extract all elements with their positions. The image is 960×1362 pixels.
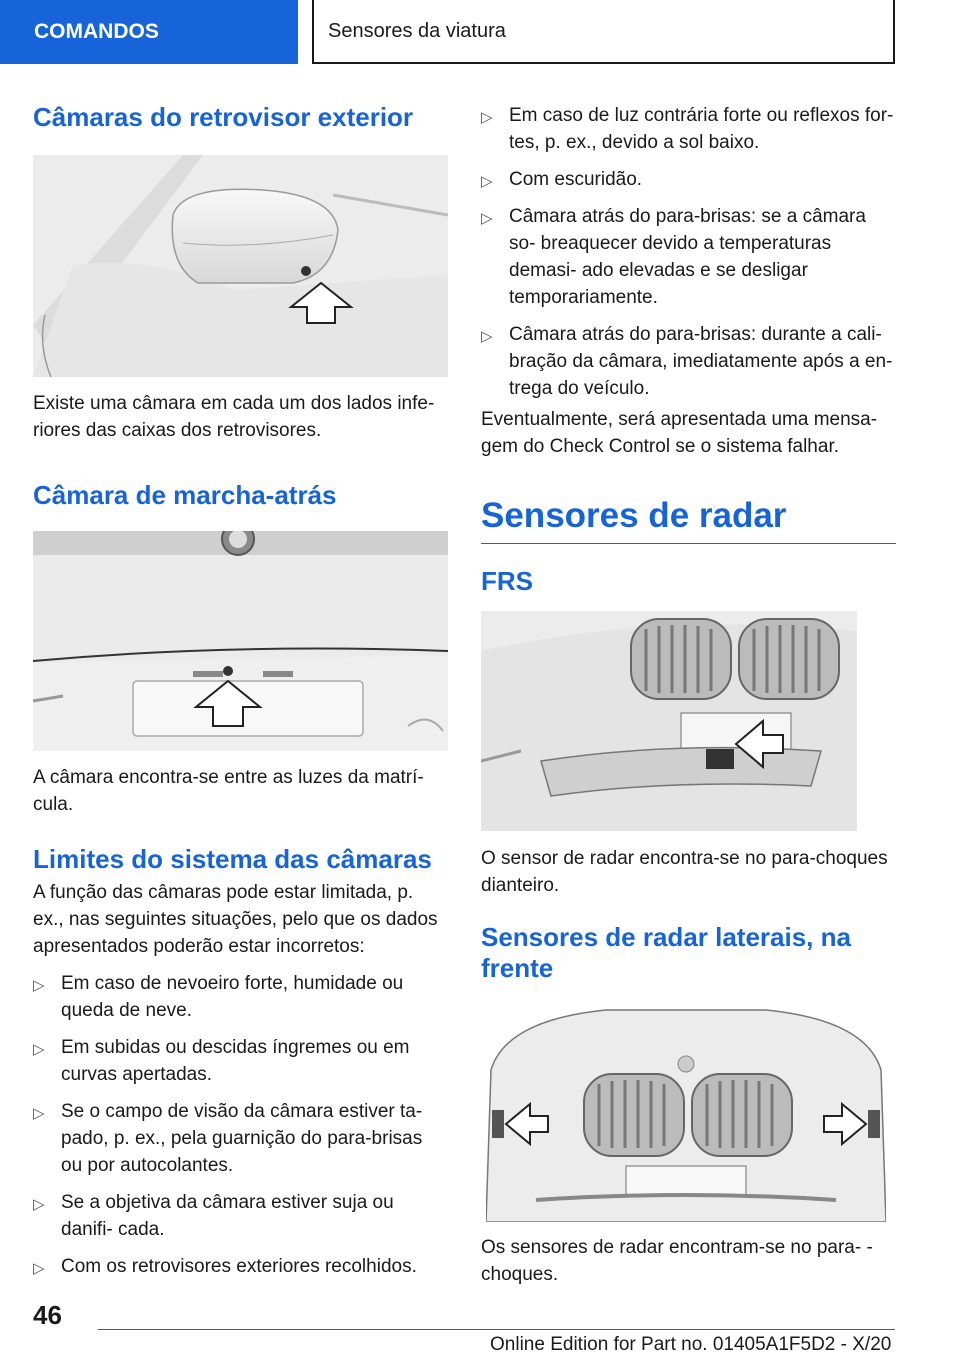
list-item: ▷ Câmara atrás do para-brisas: se a câmara so- breaquecer devido a temperaturas demasi- ado elevadas e se desligar temporariamente. [481,206,866,308]
footer-divider [98,1329,895,1330]
chapter-tab[interactable] [0,0,298,64]
mirror-camera-figure [33,155,448,377]
heading-mirror-cameras: Câmaras do retrovisor exterior [33,102,414,132]
triangle-bullet-icon: ▷ [33,1105,45,1122]
camera-limits-list-continued [481,102,896,402]
right-column [481,102,896,1288]
heading-radar-sensors: Sensores de radar [481,495,896,544]
list-item: ▷ Em subidas ou descidas íngremes ou em curvas apertadas. [33,1037,410,1085]
front-bumper-illustration [481,611,857,831]
reverse-camera-figure [33,531,448,751]
list-item: ▷ Se a objetiva da câmara estiver suja ou danifi- cada. [33,1192,394,1240]
triangle-bullet-icon: ▷ [33,977,45,994]
paragraph-frs: O sensor de radar encontra-se no para-choques dianteiro. [481,848,888,896]
heading-frs: FRS [481,566,533,596]
triangle-bullet-icon: ▷ [481,210,493,227]
page-number: 46 [33,1300,62,1330]
list-item: ▷ Câmara atrás do para-brisas: durante a cali- bração da câmara, imediatamente após a en- trega do veículo. [481,324,893,399]
triangle-bullet-icon: ▷ [481,173,493,190]
rear-bumper-illustration [33,531,448,751]
paragraph-reverse-camera: A câmara encontra-se entre as luzes da matrí- cula. [33,767,424,815]
front-car-illustration [486,1000,886,1222]
section-title [312,0,895,64]
triangle-bullet-icon: ▷ [33,1196,45,1213]
triangle-bullet-icon: ▷ [33,1041,45,1058]
chapter-tab-label: COMANDOS [34,20,159,43]
paragraph-mirror-cameras: Existe uma câmara em cada um dos lados infe- riores das caixas dos retrovisores. [33,393,435,441]
paragraph-check-control: Eventualmente, será apresentada uma mensa- gem do Check Control se o sistema falhar. [481,409,878,457]
edition-text: Online Edition for Part no. 01405A1F5D2 - X/20 [490,1334,892,1355]
mirror-illustration [33,155,448,377]
heading-camera-limits: Limites do sistema das câmaras [33,844,432,874]
paragraph-side-radar: Os sensores de radar encontram-se no para- -choques. [481,1237,873,1285]
list-item: ▷ Em caso de luz contrária forte ou reflexos for- tes, p. ex., devido a sol baixo. [481,105,894,153]
triangle-bullet-icon: ▷ [33,1260,45,1277]
triangle-bullet-icon: ▷ [481,328,493,345]
paragraph-camera-limits: A função das câmaras pode estar limitada, p. ex., nas seguintes situações, pelo que os dados apresentados poderão estar incorretos: [33,882,438,957]
side-radar-figure [486,1000,886,1222]
list-item: ▷ Com escuridão. [481,166,896,193]
left-column [33,96,448,1280]
list-item: ▷ Com os retrovisores exteriores recolhidos. [33,1253,448,1280]
camera-limits-list [33,970,448,1280]
section-title-label: Sensores da viatura [328,19,506,42]
triangle-bullet-icon: ▷ [481,109,493,126]
heading-reverse-camera: Câmara de marcha-atrás [33,480,337,510]
list-item: ▷ Em caso de nevoeiro forte, humidade ou queda de neve. [33,973,404,1021]
frs-figure [481,611,857,831]
heading-side-radar: Sensores de radar laterais, na frente [481,922,851,983]
list-item: ▷ Se o campo de visão da câmara estiver ta- pado, p. ex., pela guarnição do para-brisas ou por autocolantes. [33,1101,423,1176]
